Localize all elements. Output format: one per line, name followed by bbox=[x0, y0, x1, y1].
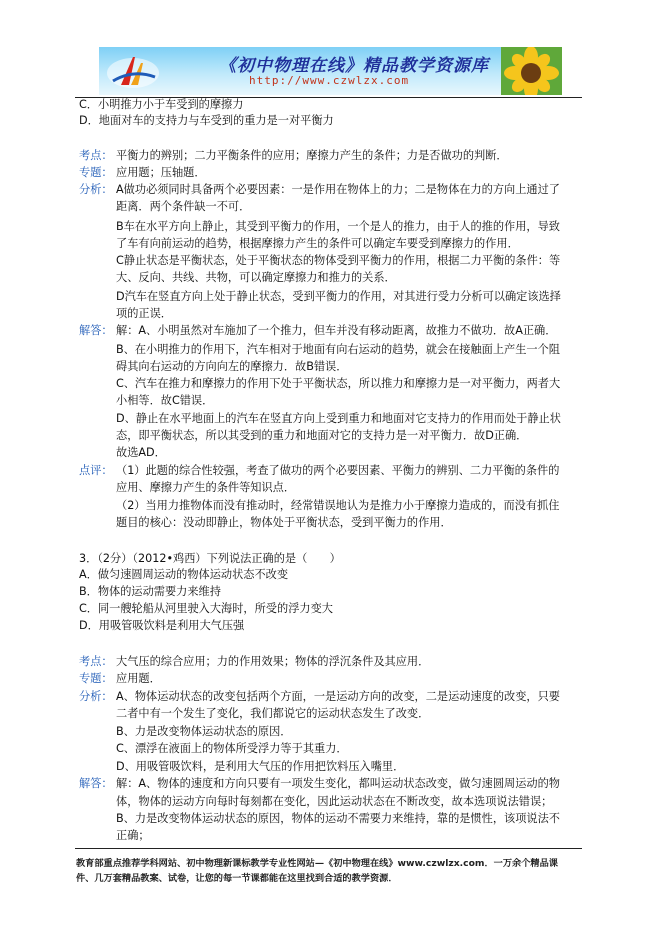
q3-fenxi-line: B、力是改变物体运动状态的原因． bbox=[116, 725, 292, 738]
q2-fenxi-line: A做功必须同时具备两个必要因素：一是作用在物体上的力；二是物体在力的方向上通过了 bbox=[116, 183, 560, 196]
q3-jieda-label: 解答： bbox=[79, 777, 113, 790]
q2-fenxi-line: 项的正误． bbox=[116, 307, 172, 320]
q2-fenxi-label: 分析： bbox=[79, 183, 113, 196]
q2-jieda-label: 解答： bbox=[79, 324, 113, 337]
q3-option-d: D．用吸管吸饮料是利用大气压强 bbox=[79, 619, 245, 632]
q3-jieda-line: B、力是改变物体运动状态的原因，物体的运动不需要力来维持，靠的是惯性，该项说法不 bbox=[116, 812, 560, 825]
header-banner bbox=[99, 47, 562, 95]
q3-fenxi-line: A、物体运动状态的改变包括两个方面，一是运动方向的改变，二是运动速度的改变，只要 bbox=[116, 690, 560, 703]
q2-option-c: C．小明推力小于车受到的摩擦力 bbox=[79, 98, 244, 111]
q3-jieda-line: 体，物体的运动方向每时每刻都在变化，因此运动状态在不断改变，故本选项说法错误； bbox=[116, 795, 553, 808]
q2-fenxi-line: 距离．两个条件缺一不可． bbox=[116, 200, 251, 213]
q3-kaodian-label: 考点： bbox=[79, 655, 113, 668]
q2-option-d: D．地面对车的支持力与车受到的重力是一对平衡力 bbox=[79, 114, 334, 127]
sunflower-icon bbox=[501, 47, 562, 95]
banner-url: http://www.czwlzx.com bbox=[249, 74, 410, 87]
q2-dianping-line: （2）当用力推物体而没有推动时，经常错误地认为是推力小于摩擦力造成的，而没有抓住 bbox=[116, 499, 560, 512]
q2-dianping-line: （1）此题的综合性较强，考查了做功的两个必要因素、平衡力的辨别、二力平衡的条件的 bbox=[116, 464, 560, 477]
q2-jieda-line: B、在小明推力的作用下，汽车相对于地面有向右运动的趋势，就会在接触面上产生一个阻 bbox=[116, 343, 560, 356]
q3-option-a: A．做匀速圆周运动的物体运动状态不改变 bbox=[79, 568, 289, 581]
q2-dianping-label: 点评： bbox=[79, 464, 113, 477]
q3-zhuanti-label: 专题： bbox=[79, 672, 113, 685]
q2-dianping-line: 题目的核心：没动即静止，物体处于平衡状态，受到平衡力的作用． bbox=[116, 516, 452, 529]
footer-rule bbox=[75, 848, 582, 849]
q3-stem: 3．（2分）（2012•鸡西）下列说法正确的是（ ） bbox=[79, 552, 341, 565]
q3-jieda-line: 正确； bbox=[116, 829, 150, 842]
q3-fenxi-line: C、漂浮在液面上的物体所受浮力等于其重力． bbox=[116, 742, 348, 755]
q2-dianping-line: 应用、摩擦力产生的条件等知识点． bbox=[116, 481, 296, 494]
q2-zhuanti-label: 专题： bbox=[79, 166, 113, 179]
q3-jieda-line: 解：A、物体的速度和方向只要有一项发生变化，都叫运动状态改变，做匀速圆周运动的物 bbox=[116, 777, 560, 790]
q3-option-c: C．同一艘轮船从河里驶入大海时，所受的浮力变大 bbox=[79, 602, 333, 615]
q3-fenxi-label: 分析： bbox=[79, 690, 113, 703]
footer-line: 件、几万套精品教案、试卷，让您的每一节课都能在这里找到合适的教学资源． bbox=[76, 873, 398, 884]
q2-jieda-line: 碍其向右运动的方向向左的摩擦力．故B错误． bbox=[116, 360, 348, 373]
q2-zhuanti-text: 应用题；压轴题． bbox=[116, 166, 206, 179]
q2-fenxi-line: D汽车在竖直方向上处于静止状态，受到平衡力的作用，对其进行受力分析可以确定该选择 bbox=[116, 290, 561, 303]
q3-option-b: B．物体的运动需要力来维持 bbox=[79, 585, 221, 598]
q2-jieda-line: 小相等．故C错误． bbox=[116, 394, 214, 407]
q2-fenxi-line: 了车有向前运动的趋势，根据摩擦力产生的条件可以确定车要受到摩擦力的作用． bbox=[116, 237, 519, 250]
banner-title: 《初中物理在线》精品教学资源库 bbox=[219, 56, 489, 76]
site-logo-icon bbox=[105, 51, 161, 91]
q2-fenxi-line: B车在水平方向上静止，其受到平衡力的作用，一个是人的推力，由于人的推的作用，导致 bbox=[116, 220, 560, 233]
q2-jieda-line: 解：A、小明虽然对车施加了一个推力，但车并没有移动距离，故推力不做功．故A正确． bbox=[116, 324, 557, 337]
q3-zhuanti-text: 应用题． bbox=[116, 672, 161, 685]
q3-fenxi-line: 二者中有一个发生了变化，我们都说它的运动状态发生了改变． bbox=[116, 707, 430, 720]
q3-fenxi-line: D、用吸管吸饮料，是利用大气压的作用把饮料压入嘴里． bbox=[116, 760, 405, 773]
q2-jieda-line: D、静止在水平地面上的汽车在竖直方向上受到重力和地面对它支持力的作用而处于静止状 bbox=[116, 412, 561, 425]
q2-jieda-line: 故选AD． bbox=[116, 446, 166, 459]
footer-line: 教育部重点推荐学科网站、初中物理新课标教学专业性网站—《初中物理在线》www.czwlzx.com．一万余个精品课 bbox=[76, 858, 558, 869]
q2-jieda-line: 态，即平衡状态，所以其受到的重力和地面对它的支持力是一对平衡力．故D正确． bbox=[116, 429, 528, 442]
q2-jieda-line: C、汽车在推力和摩擦力的作用下处于平衡状态，所以推力和摩擦力是一对平衡力，两者大 bbox=[116, 377, 561, 390]
q3-kaodian-text: 大气压的综合应用；力的作用效果；物体的浮沉条件及其应用． bbox=[116, 655, 430, 668]
q2-kaodian-text: 平衡力的辨别；二力平衡条件的应用；摩擦力产生的条件；力是否做功的判断． bbox=[116, 149, 508, 162]
q2-fenxi-line: 大、反向、共线、共物，可以确定摩擦力和推力的关系． bbox=[116, 271, 396, 284]
q2-fenxi-line: C静止状态是平衡状态，处于平衡状态的物体受到平衡力的作用，根据二力平衡的条件：等 bbox=[116, 254, 561, 267]
q2-kaodian-label: 考点： bbox=[79, 149, 113, 162]
